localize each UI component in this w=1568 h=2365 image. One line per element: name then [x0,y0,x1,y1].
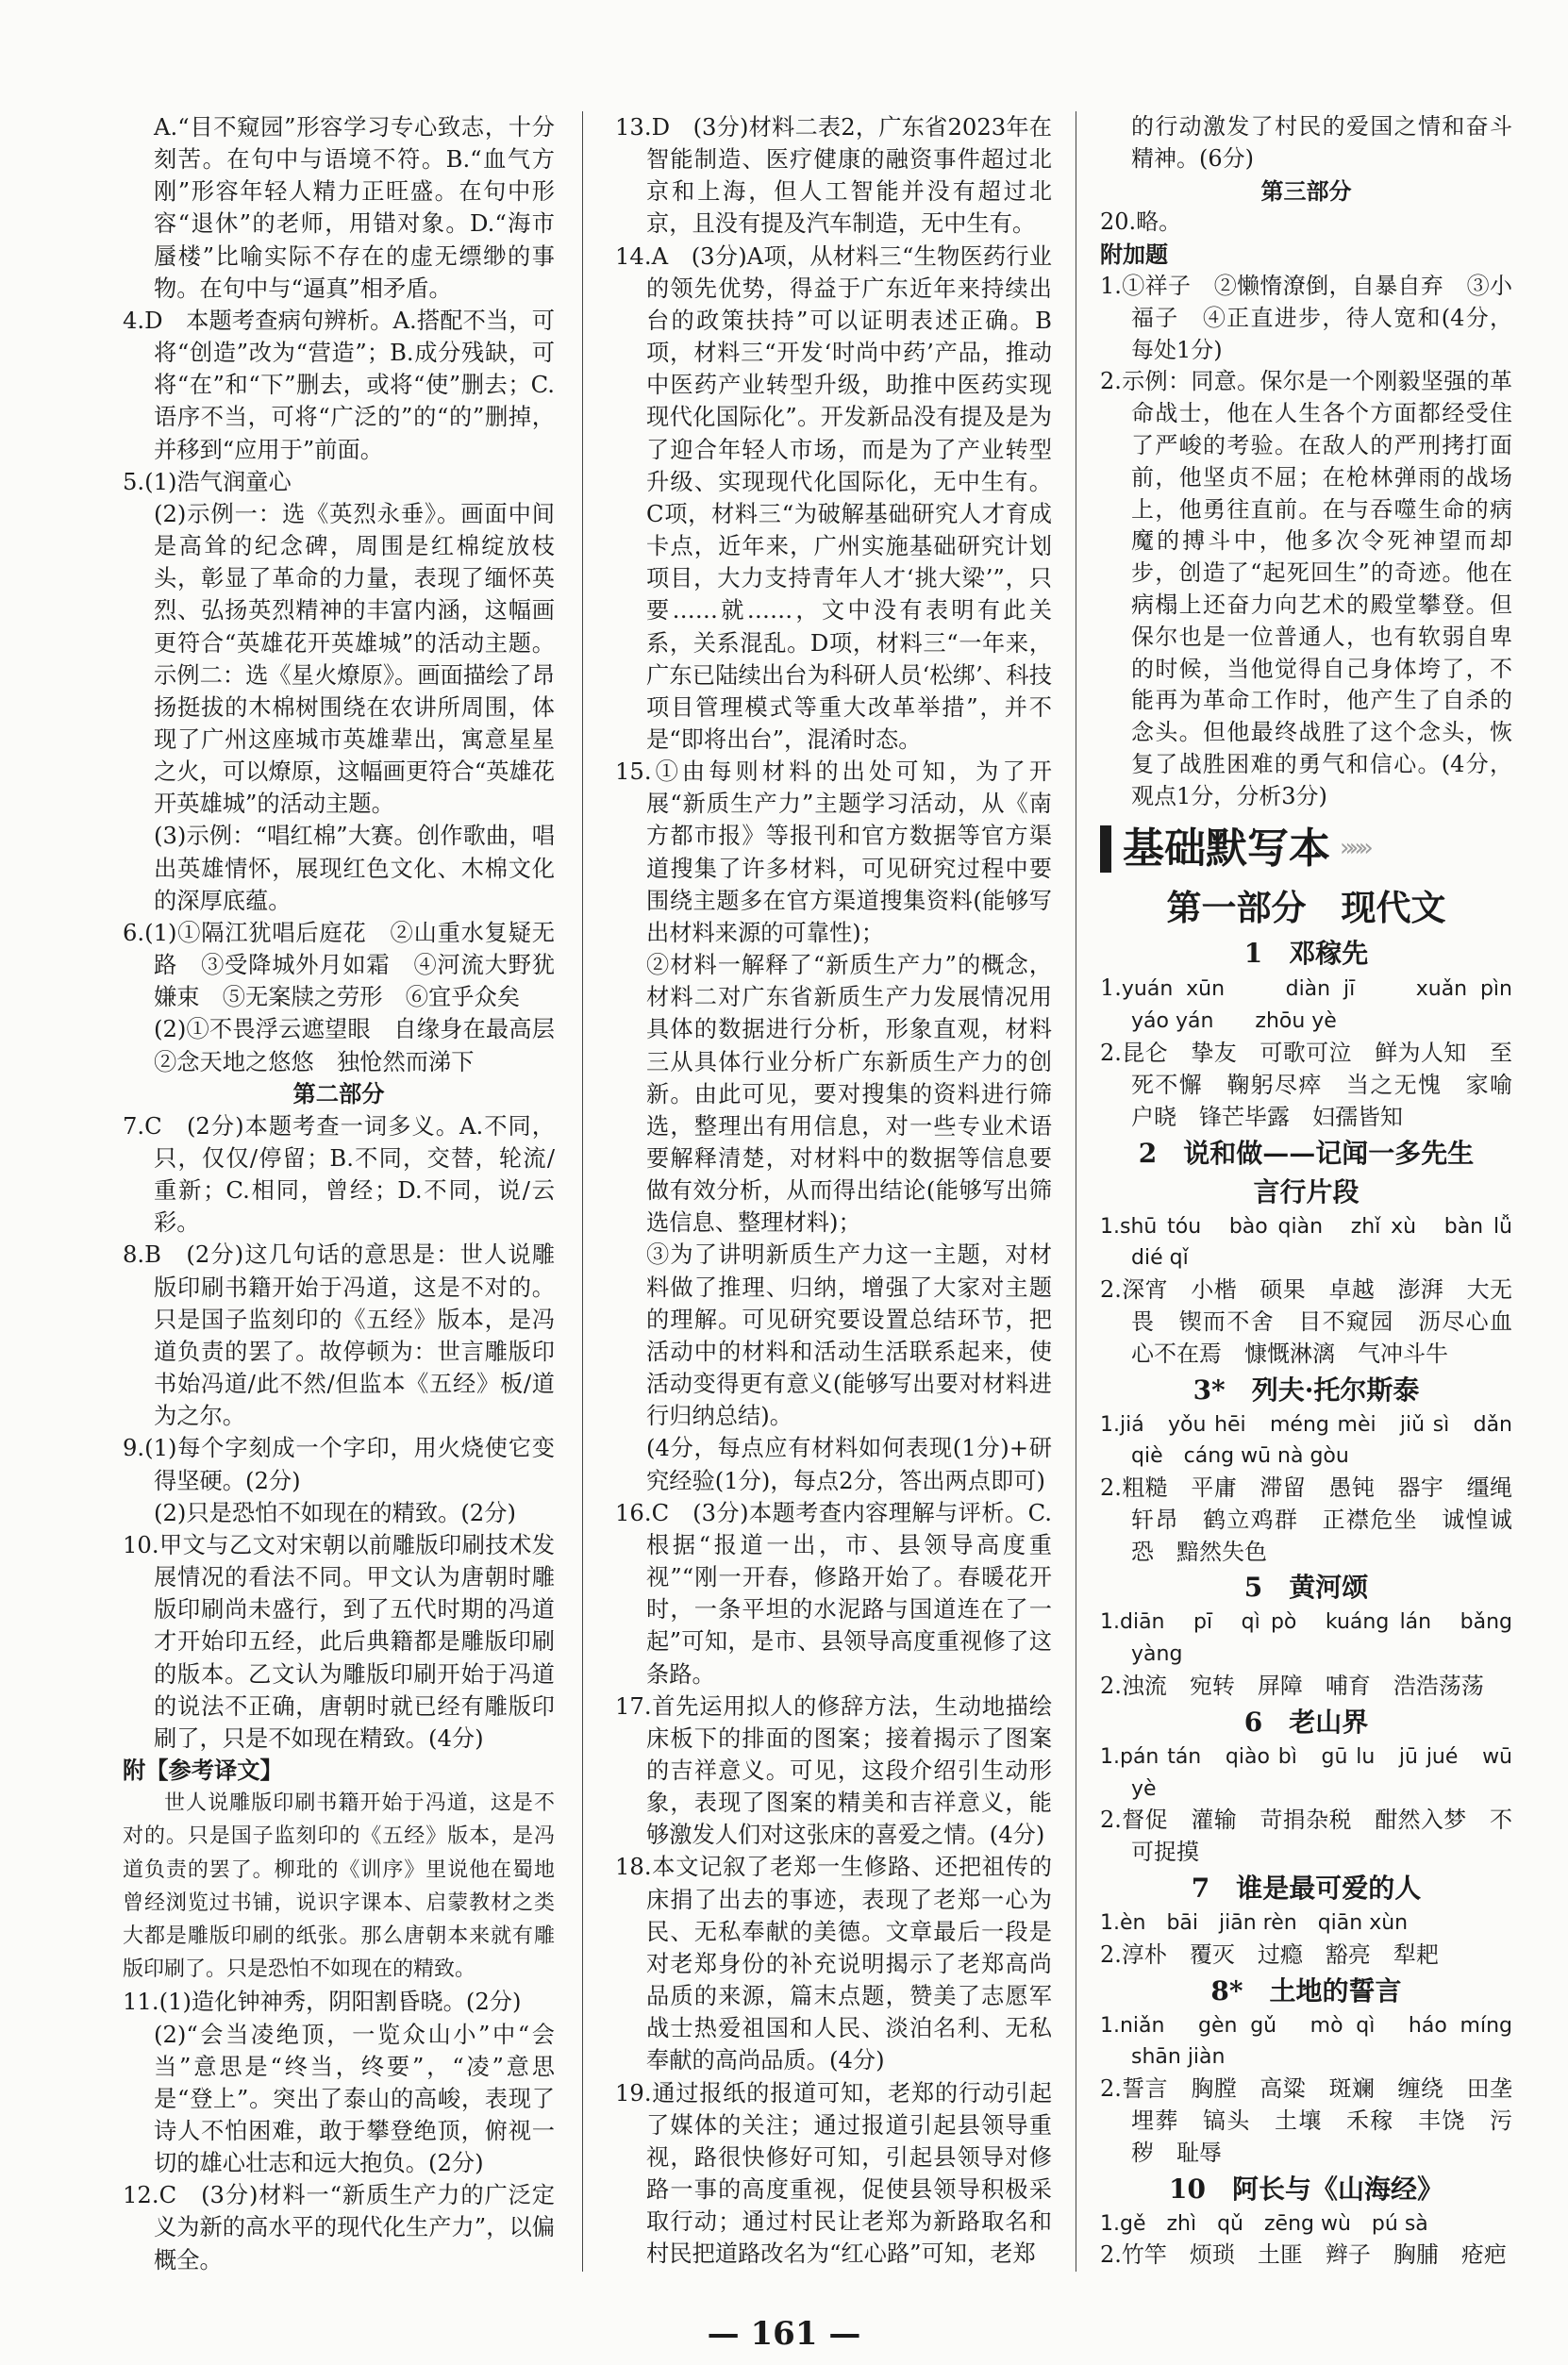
extra-questions-heading: 附加题 [1100,241,1168,269]
lesson-3-pinyin: 1.jiá yǒu hēi méng mèi jiǔ sì dǎn qiè cáng wū nà gòu [1100,1412,1512,1469]
lesson-6-title: 6 老山界 [1243,1706,1369,1738]
lesson-3-title: 3* 列夫·托尔斯泰 [1193,1374,1420,1406]
double-arrow-icon: »»» [1340,833,1368,862]
item-11-part-2: (2)“会当凌绝顶，一览众山小”中“会当”意思是“终当，终要”，“凌”意思是“登上”。突出了泰山的高峻，表现了诗人不怕困难，敢于攀登绝顶，俯视一切的雄心壮志和远大抱负。(2分) [154,2020,555,2177]
column-divider-1 [582,111,583,2272]
item-17: 17.首先运用拟人的修辞方法，生动地描绘床板下的排面的图案；接着揭示了图案的吉祥意义。可见，这段介绍引生动形象，表现了图案的精美和吉祥意义，能够激发人们对这张床的喜爱之情。(4分) [615,1691,1052,1849]
page-number: — 161 — [707,2315,861,2353]
lesson-6-words: 2.督促 灌输 苛捐杂税 酣然入梦 不可捉摸 [1100,1807,1512,1866]
lesson-10-pinyin: 1.gě zhì qǔ zēng wù pú sà [1100,2211,1428,2236]
lesson-1-pinyin [1100,973,1534,1039]
lesson-10-words: 2.竹竿 烦琐 土匪 辫子 胸脯 疮疤 [1100,2241,1507,2269]
item-5-part-3: (3)示例：“唱红棉”大赛。创作歌曲，唱出英雄情怀，展现红色文化、木棉文化的深厚底蕴。 [154,822,555,914]
item-15-point-3: ③为了讲明新质生产力这一主题，对材料做了推理、归纳，增强了大家对主题的理解。可见研究要设置总结环节，把活动中的材料和活动生活联系起来，使活动变得更有意义(能够写出要对材料进行归纳总结)。 [646,1241,1052,1430]
item-19-continued: 的行动激发了村民的爱国之情和奋斗精神。(6分) [1131,113,1512,172]
item-15-point-2: ②材料一解释了“新质生产力”的概念，材料二对广东省新质生产力发展情况用具体的数据进行分析，形象直观，材料三从具体行业分析广东新质生产力的创新。由此可见，要对搜集的资料进行筛选，整理出有用信息，对一些专业术语要解释清楚，对材料中的数据等信息要做有效分析，从而得出结论(能够写出筛选信息、整理材料)； [646,951,1052,1237]
item-4: 4.D 本题考查病句辨析。A.搭配不当，可将“创造”改为“营造”；B.成分残缺，可将“在”和“下”删去，或将“使”删去；C.语序不当，可将“广泛的”的“的”删掉，并移到“应用于”前面。 [123,306,555,463]
item-14: 14.A (3分)A项，从材料三“生物医药行业的领先优势，得益于广东近年来持续出台的政策扶持”可以证明表述正确。B项，材料三“开发‘时尚中药’产品，推动中医药产业转型升级，助推中医药实现现代化国际化”。开发新品没有提及是为了迎合年轻人市场，而是为了产业转型升级、实现现代化国际化，无中生有。C项，材料三“为破解基础研究人才育成卡点，近年来，广州实施基础研究计划项目，大力支持青年人才‘挑大梁’”，只要……就……，文中没有表明有此关系，关系混乱。D项，材料三“一年来，广东已陆续出台为科研人员‘松绑’、科技项目管理模式等重大改革举措”，并不是“即将出台”，混淆时态。 [615,241,1052,753]
banner-bar [1100,825,1111,873]
lesson-5-pinyin: 1.diān pī qì pò kuáng lán bǎng yàng [1100,1610,1512,1667]
item-16: 16.C (3分)本题考查内容理解与评析。C.根据“报道一出，市、县领导高度重视”“刚一开春，修路开始了。春暖花开时，一条平坦的水泥路与国道连在了一起”可知，是市、县领导高度重视修了这条路。 [615,1498,1052,1688]
lesson-2-pinyin: 1.shū tóu bào qiàn zhǐ xù bàn lǚ dié qǐ [1100,1214,1534,1271]
item-8: 8.B (2分)这几句话的意思是：世人说雕版印刷书籍开始于冯道，这是不对的。只是国子监刻印的《五经》版本，是冯道负责的罢了。故停顿为：世言雕版印书始冯道/此不然/但监本《五经》板/道为之尔。 [123,1241,555,1430]
item-10: 10.甲文与乙文对宋朝以前雕版印刷技术发展情况的看法不同。甲文认为唐朝时雕版印刷尚未盛行，到了五代时期的冯道才开始印五经，此后典籍都是雕版印刷的版本。乙文认为雕版印刷开始于冯道的说法不正确，唐朝时就已经有雕版印刷了，只是不如现在精致。(4分) [123,1530,555,1752]
extra-question-1: 1.①祥子 ②懒惰潦倒，自暴自弃 ③小福子 ④正直进步，待人宽和(4分，每处1分) [1100,272,1512,363]
lesson-2-words: 2.深宵 小楷 硕果 卓越 澎湃 大无畏 锲而不舍 目不窥园 沥尽心血 心不在焉 慷慨淋漓 气冲斗牛 [1100,1276,1535,1367]
item-3-continued: A.“目不窥园”形容学习专心致志，十分刻苦。在句中与语境不符。B.“血气方刚”形容年轻人精力正旺盛。在句中形容“退休”的老师，用错对象。D.“海市蜃楼”比喻实际不存在的虚无缥缈的事物。在句中与“逼真”相矛盾。 [154,113,555,302]
item-5-part-2: (2)示例一：选《英烈永垂》。画面中间是高耸的纪念碑，周围是红棉绽放枝头，彰显了革命的力量，表现了缅怀英烈、弘扬英烈精神的丰富内涵，这幅画更符合“英雄花开英雄城”的活动主题。示例二：选《星火燎原》。画面描绘了昂扬挺拔的木棉树围绕在农讲所周围，体现了广州这座城市英雄辈出，寓意星星之火，可以燎原，这幅画更符合“英雄花开英雄城”的活动主题。 [154,499,555,818]
banner-title: 基础默写本 [1123,824,1330,873]
item-20: 20.略。 [1100,208,1182,236]
lesson-1-title: 1 邓稼先 [1243,937,1369,969]
item-19: 19.通过报纸的报道可知，老郑的行动引起了媒体的关注；通过报道引起县领导重视，路很快修好可知，引起县领导对修路一事的高度重视，促使县领导积极采取行动；通过村民让老郑为新路取名和村民把道路改名为“红心路”可知，老郑 [615,2078,1052,2268]
item-6-part-2: (2)①不畏浮云遮望眼 自缘身在最高层 ②念天地之悠悠 独怆然而涕下 [154,1015,578,1075]
lesson-7-pinyin: 1.èn bāi jiān rèn qiān xùn [1100,1911,1409,1936]
reference-translation-text: 世人说雕版印刷书籍开始于冯道，这是不对的。只是国子监刻印的《五经》版本，是冯道负责的罢了。柳玭的《训序》里说他在蜀地曾经浏览过书铺，说识字课本、启蒙教材之类大都是雕版印刷的纸张。那么唐朝本来就有雕版印刷了。只是恐怕不如现在的精致。 [123,1791,555,1982]
item-12: 12.C (3分)材料一“新质生产力的广泛定义为新的高水平的现代化生产力”，以偏概全。 [123,2181,555,2273]
lesson-8-words: 2.誓言 胸膛 高粱 斑斓 缠绕 田垄 埋葬 镐头 土壤 禾稼 丰饶 污秽 耻辱 [1100,2075,1535,2166]
item-7: 7.C (2分)本题考查一词多义。A.不同，只，仅仅/停留；B.不同，交替，轮流/重新；C.相同，曾经；D.不同，说/云彩。 [123,1111,555,1237]
item-13: 13.D (3分)材料二表2，广东省2023年在智能制造、医疗健康的融资事件超过北京和上海，但人工智能并没有超过北京，且没有提及汽车制造，无中生有。 [615,113,1052,238]
section-heading-part-2: 第二部分 [292,1079,385,1108]
lesson-8-pinyin: 1.niǎn gèn gǔ mò qì háo míng shān jiàn [1100,2013,1534,2070]
item-18: 18.本文记叙了老郑一生修路、还把祖传的床捐了出去的事迹，表现了老郑一心为民、无私奉献的美德。文章最后一段是对老郑身份的补充说明揭示了老郑高尚品质的来源，篇末点题，赞美了志愿军战士热爱祖国和人民、淡泊名利、无私奉献的高尚品质。(4分) [615,1853,1052,2074]
lesson-1-words: 2.昆仑 挚友 可歌可泣 鲜为人知 至死不懈 鞠躬尽瘁 当之无愧 家喻户晓 锋芒毕露 妇孺皆知 [1100,1040,1512,1130]
reference-translation-heading: 附【参考译文】 [123,1756,283,1784]
lesson-7-title: 7 谁是最可爱的人 [1191,1873,1422,1905]
lesson-8-title: 8* 土地的誓言 [1210,1974,1402,2007]
lesson-5-words: 2.浊流 宛转 屏障 哺育 浩浩荡荡 [1100,1673,1484,1700]
part-1-heading: 第一部分 现代文 [1166,886,1446,928]
item-15-point-1: 15.①由每则材料的出处可知，为了开展“新质生产力”主题学习活动，从《南方都市报》等报刊和官方数据等官方渠道搜集了许多材料，可见研究过程中要围绕主题多在官方渠道搜集资料(能够写出材料来源的可靠性)； [615,758,1052,946]
lesson-3-words: 2.粗糙 平庸 滞留 愚钝 器宇 缰绳 轩昂 鹤立鸡群 正襟危坐 诚惶诚恐 黯然失色 [1100,1474,1535,1565]
lesson-1-pinyin-text: yuán xūn diàn jī xuǎn pìn yáo yán zhōu yè [1121,976,1534,1034]
lesson-7-words: 2.淳朴 覆灭 过瘾 豁亮 犁耙 [1100,1940,1439,1968]
lesson-1-pinyin-number: 1. [1100,974,1122,1001]
lesson-10-title: 10 阿长与《山海经》 [1169,2173,1443,2205]
lesson-2-title: 2 说和做——记闻一多先生 [1138,1137,1475,1169]
answer-column-1 [123,111,578,2276]
item-15-scoring: (4分，每点应有材料如何表现(1分)+研究经验(1分)，每点2分，答出两点即可) [646,1434,1052,1494]
lesson-2-title-line-2: 言行片段 [1253,1175,1359,1207]
answer-column-3 [1100,111,1535,2272]
dictation-banner [1100,823,1512,875]
item-9-part-2: (2)只是恐怕不如现在的精致。(2分) [154,1498,516,1526]
lesson-6-pinyin: 1.pán tán qiào bì gū lu jū jué wū yè [1100,1744,1512,1801]
item-11-part-1: 11.(1)造化钟神秀，阴阳割昏晓。(2分) [123,1988,522,2016]
item-6-part-1: 6.(1)①隔江犹唱后庭花 ②山重水复疑无路 ③受降城外月如霜 ④河流大野犹嫌束 ⑤无案牍之劳形 ⑥宜乎众矣 [123,918,555,1011]
section-heading-part-3: 第三部分 [1260,176,1352,205]
extra-question-2: 2.示例：同意。保尔是一个刚毅坚强的革命战士，他在人生各个方面都经受住了严峻的考验。在敌人的严刑拷打面前，他坚贞不屈；在枪林弹雨的战场上，他勇往直前。在与吞噬生命的病魔的搏斗中，他多次令死神望而却步，创造了“起死回生”的奇迹。他在病榻上还奋力向艺术的殿堂攀登。但保尔也是一位普通人，也有软弱自卑的时候，当他觉得自己身体垮了，不能再为革命工作时，他产生了自杀的念头。但他最终战胜了这个念头，恢复了战胜困难的勇气和信心。(4分，观点1分，分析3分) [1100,368,1512,809]
answer-column-2 [615,111,1052,2270]
item-9-part-1: 9.(1)每个字刻成一个字印，用火烧使它变得坚硬。(2分) [123,1434,555,1494]
lesson-5-title: 5 黄河颂 [1243,1572,1369,1604]
item-5-part-1: 5.(1)浩气润童心 [123,467,292,495]
